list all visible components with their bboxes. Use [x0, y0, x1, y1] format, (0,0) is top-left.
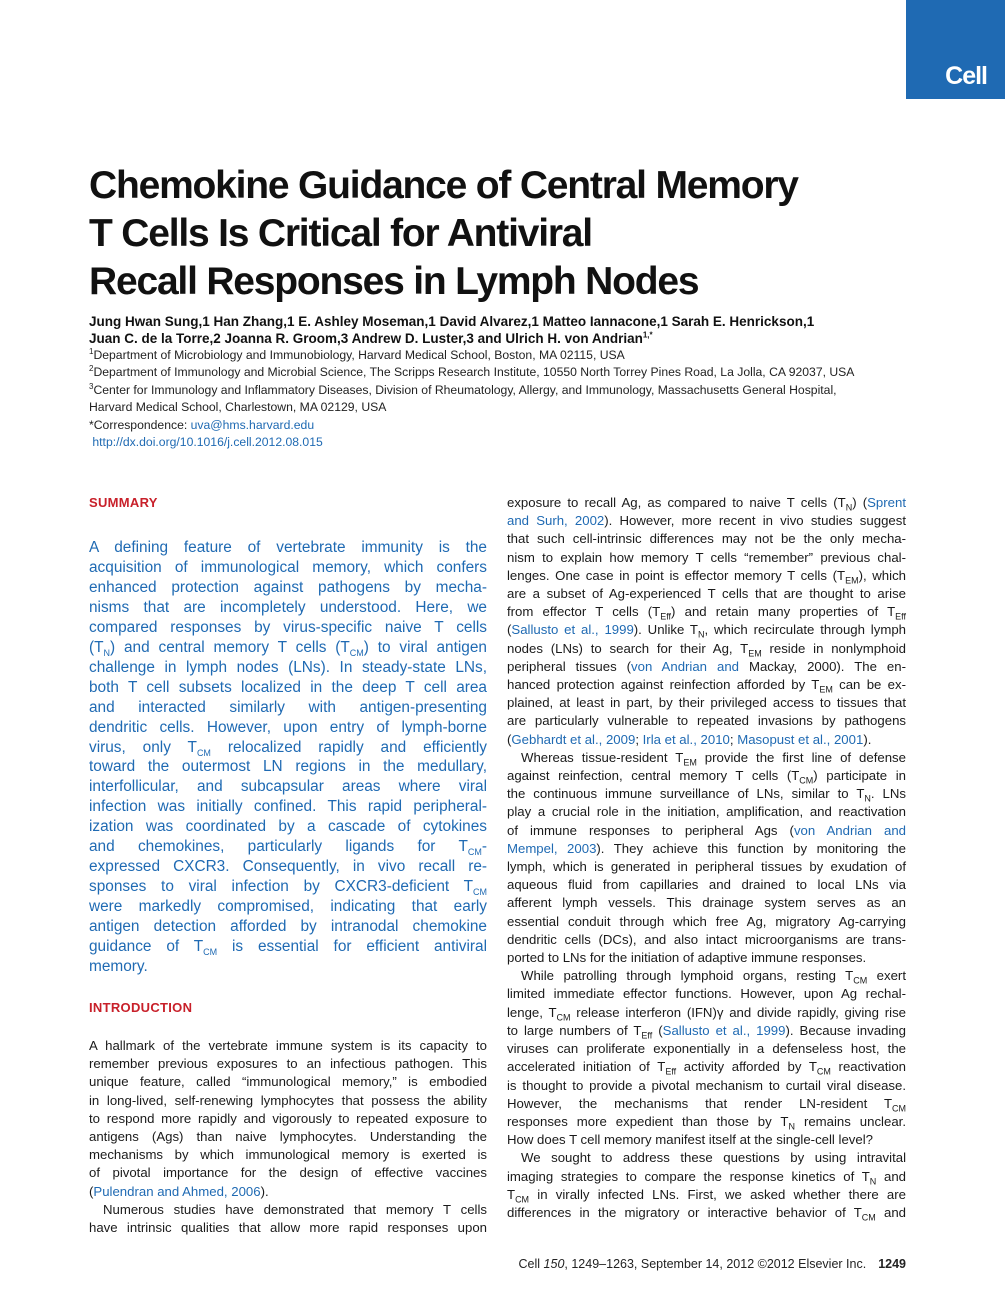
body-line: $T_{CM}$ in virally infected LNs. First, we asked whether there are: [507, 1186, 906, 1205]
summary-line: virus, only $T_{CM}$ relocalized rapidly and efficiently: [89, 738, 487, 758]
summary-line: toward the outermost LN regions in the medullary,: [89, 758, 487, 776]
author-line: Juan C. de la Torre,2 Joanna R. Groom,3 Andrew D. Luster,3 and Ulrich H. von Andrian$^{1,*}$: [89, 330, 653, 346]
doi: [89, 434, 909, 451]
body-line: against reinfection, central memory T cells $(T_{CM})$ participate in: [507, 768, 906, 786]
body-line: lenge, $T_{CM}$ release interferon (IFN)γ and divide rapidly, giving rise: [507, 1004, 906, 1023]
body-line: A hallmark of the vertebrate immune system is its capacity to: [89, 1037, 487, 1053]
body-line: limited immediate effector functions. However, upon Ag rechal-: [507, 986, 906, 1002]
body-line: plained, at least in part, by their privileged access to tissues that: [507, 695, 906, 711]
citation-link[interactable]: Gebhardt et al., 2009: [511, 731, 636, 747]
citation-link[interactable]: von Andrian and: [631, 658, 739, 674]
summary-line: were markedly compromised, indicating that early: [89, 898, 487, 916]
summary-line: guidance of $T_{CM}$ is essential for efficient antiviral: [89, 938, 488, 958]
body-line: are particularly vulnerable to repeated invasions by pathogens: [507, 713, 906, 729]
body-line: imaging strategies to compare the response kinetics of $T_N$ and: [507, 1168, 906, 1187]
summary-line: and chemokines, particularly ligands for $T_{CM}-$: [89, 838, 487, 858]
body-line: ported to LNs for the initiation of adaptive immune responses.: [507, 950, 867, 966]
citation-link[interactable]: von Andrian and: [793, 822, 906, 838]
body-line: have intrinsic qualities that allow more rapid responses upon: [89, 1220, 487, 1235]
body-line: peripheral tissues (von Andrian and Mackay, 2000). The en-: [507, 658, 906, 674]
body-line: While patrolling through lymphoid organs, resting $T_{CM}$ exert: [521, 968, 906, 986]
body-line: of immune responses to peripheral Ags (von Andrian and: [507, 822, 906, 838]
body-line: unique feature, called “immunological memory,” is embodied: [89, 1074, 487, 1090]
summary-line: infection was initially confined. This rapid peripheral-: [89, 798, 487, 816]
body-line: Numerous studies have demonstrated that memory T cells: [103, 1201, 487, 1217]
page-footer: [519, 1257, 906, 1271]
citation-link[interactable]: and Surh, 2002: [507, 513, 605, 529]
body-line: How does T cell memory manifest itself at the single-cell level?: [507, 1132, 873, 1148]
body-line: to large numbers of $T_{Eff}$ (Sallusto et al., 1999). Because invading: [507, 1022, 906, 1041]
body-line: of pivotal importance for the design of effective vaccines: [89, 1165, 487, 1181]
footer-journal: Cell: [518, 1257, 541, 1271]
page-number: 1249: [878, 1257, 906, 1271]
body-line: play a crucial role in the initiation, amplification, and reactivation: [507, 804, 906, 820]
body-line: afferent lymph vessels. This drainage system serves as an: [507, 895, 906, 911]
author-list: [89, 313, 909, 347]
summary-line: expressed CXCR3. Consequently, in vivo recall re-: [89, 858, 487, 876]
introduction-heading: INTRODUCTION: [89, 999, 193, 1015]
affiliations: [89, 347, 909, 451]
citation-link[interactable]: Sprent: [867, 495, 906, 510]
left-column: [89, 494, 487, 1237]
body-line: Mempel, 2003). They achieve this function by monitoring the: [507, 840, 906, 856]
summary-line: acquisition of immunological memory, which confers: [89, 558, 487, 576]
author-line: Jung Hwan Sung,1 Han Zhang,1 E. Ashley Moseman,1 David Alvarez,1 Matteo Iannacone,1 Sarah E. Henrickson,1: [89, 314, 815, 329]
title-line: Chemokine Guidance of Central Memory: [89, 164, 798, 207]
title-line: T Cells Is Critical for Antiviral: [89, 212, 592, 255]
body-line: accelerated initiation of $T_{Eff}$ activity afforded by $T_{CM}$ reactivation: [507, 1059, 907, 1077]
body-line: (Gebhardt et al., 2009; Irla et al., 2010; Masopust et al., 2001).: [507, 731, 872, 747]
body-line: lenges. One case in point is effector memory T cells $(T_{EM})$, which: [507, 567, 906, 586]
body-line: However, the mechanisms that render LN-resident $T_{CM}$: [507, 1095, 906, 1114]
affiliation: Harvard Medical School, Charlestown, MA 02129, USA: [89, 400, 387, 415]
body-line: (Pulendran and Ahmed, 2006).: [89, 1183, 269, 1199]
correspondence-email-link[interactable]: uva@hms.harvard.edu: [190, 417, 315, 432]
summary-line: memory.: [89, 958, 148, 976]
body-line: (Sallusto et al., 1999). Unlike $T_N$, which recirculate through lymph: [507, 622, 906, 641]
affiliation: $^1$Department of Microbiology and Immunobiology, Harvard Medical School, Boston, MA 02115, USA: [89, 346, 625, 362]
summary-heading: SUMMARY: [89, 495, 158, 510]
body-line: lymph, which is generated in peripheral tissues by exudation of: [507, 859, 906, 875]
introduction-continued-text: [507, 494, 906, 1222]
correspondence: [89, 417, 909, 434]
body-line: aqueous fluid from capillaries and drained to local LNs via: [507, 877, 906, 893]
summary-line: $(T_N)$ and central memory T cells $(T_{CM})$ to viral antigen: [89, 638, 487, 658]
body-line: mechanisms by which immunological memory is exerted is: [89, 1147, 487, 1163]
doi-link[interactable]: http://dx.doi.org/10.1016/j.cell.2012.08.015: [92, 435, 323, 450]
body-line: is thought to provide a pivotal mechanism to curtail viral disease.: [507, 1077, 906, 1093]
body-line: hanced protection against reinfection afforded by $T_{EM}$ can be ex-: [507, 677, 906, 695]
title-line: Recall Responses in Lymph Nodes: [89, 260, 699, 303]
citation-link[interactable]: Sallusto et al., 1999: [511, 622, 634, 638]
summary-line: both T cell subsets localized in the deep T cell area: [89, 678, 487, 696]
body-line: dendritic cells (DCs), and also intact microorganisms are trans-: [507, 931, 906, 947]
body-line: remember previous exposures to an infectious pathogen. This: [89, 1056, 487, 1072]
summary-line: enhanced protection against pathogens by mecha-: [89, 578, 487, 596]
body-line: essential conduit through which free Ag, migratory Ag-carrying: [507, 913, 906, 929]
body-line: responses more expedient than those by $T_N$ remains unclear.: [507, 1113, 906, 1132]
body-line: We sought to address these questions by using intravital: [521, 1150, 906, 1166]
body-line: to respond more rapidly and vigorously to repeated exposure to: [89, 1110, 487, 1126]
citation-link[interactable]: Sallusto et al., 1999: [662, 1022, 786, 1038]
summary-line: and interacted similarly with antigen-presenting: [89, 698, 487, 716]
body-line: Whereas tissue-resident $T_{EM}$ provide the first line of defense: [521, 749, 906, 768]
summary-line: A defining feature of vertebrate immunity is the: [89, 539, 487, 556]
body-line: antigens (Ags) than naive lymphocytes. Understanding the: [89, 1128, 487, 1144]
footer-volume: 150: [543, 1257, 565, 1271]
body-line: in long-lived, self-renewing lymphocytes that possess the ability: [89, 1092, 487, 1108]
citation-link[interactable]: Pulendran and Ahmed, 2006: [93, 1183, 261, 1199]
body-line: from effector T cells $(T_{Eff})$ and retain many properties of $T_{Eff}$: [507, 604, 906, 622]
summary-line: interfollicular, and subcapsular areas where viral: [89, 778, 487, 796]
summary-text: [89, 538, 487, 977]
citation-link[interactable]: Mempel, 2003: [507, 840, 597, 856]
citation-link[interactable]: Irla et al., 2010: [642, 731, 730, 747]
summary-line: ization was coordinated by a cascade of cytokines: [89, 818, 487, 836]
body-line: and Surh, 2002). However, more recent in vivo studies suggest: [507, 513, 906, 529]
summary-line: nisms that are incompletely understood. Here, we: [89, 598, 487, 616]
body-line: nodes (LNs) to search for their Ag, $T_{EM}$ reside in nonlymphoid: [507, 640, 907, 659]
affiliation: $^2$Department of Immunology and Microbial Science, The Scripps Research Institute, 10550 North Torrey Pines Road, La Jolla, CA 92037, USA: [89, 364, 855, 380]
summary-line: challenge in lymph nodes (LNs). In steady-state LNs,: [89, 658, 487, 676]
summary-line: dendritic cells. However, upon entry of lymph-borne: [89, 718, 487, 736]
body-line: differences in the migratory or interactive behavior of $T_{CM}$ and: [507, 1204, 906, 1223]
footer-citation: , 1249–1263, September 14, 2012 ©2012 Elsevier Inc.: [564, 1257, 867, 1271]
introduction-text: [89, 1037, 487, 1237]
citation-link[interactable]: Masopust et al., 2001: [737, 731, 864, 747]
body-line: the continuous immune surveillance of LNs, similar to $T_N$. LNs: [507, 786, 907, 804]
affiliation: $^3$Center for Immunology and Inflammatory Diseases, Division of Rheumatology, Allergy, and Immunology, Massachusetts General Hospital,: [89, 381, 837, 397]
body-line: are a subset of Ag-experienced T cells that are thought to arise: [507, 586, 906, 602]
body-line: exposure to recall Ag, as compared to naive T cells $(T_N)$ (Sprent: [507, 495, 906, 513]
right-column: [507, 494, 906, 1222]
body-line: viruses can proliferate exponentially in a defenseless host, the: [507, 1041, 906, 1057]
journal-logo: Cell: [906, 0, 1005, 99]
article-title: [89, 162, 889, 306]
correspondence-label: *Correspondence:: [89, 417, 191, 432]
body-line: nism to explain how memory T cells “remember” previous chal-: [507, 549, 906, 565]
summary-line: antigen detection afforded by intranodal chemokine: [89, 918, 487, 936]
summary-line: compared responses by virus-specific naive T cells: [89, 618, 487, 636]
body-line: that such cell-intrinsic differences may not be the only mecha-: [507, 531, 906, 547]
summary-line: sponses to viral infection by CXCR3-deficient $T_{CM}$: [89, 878, 487, 898]
